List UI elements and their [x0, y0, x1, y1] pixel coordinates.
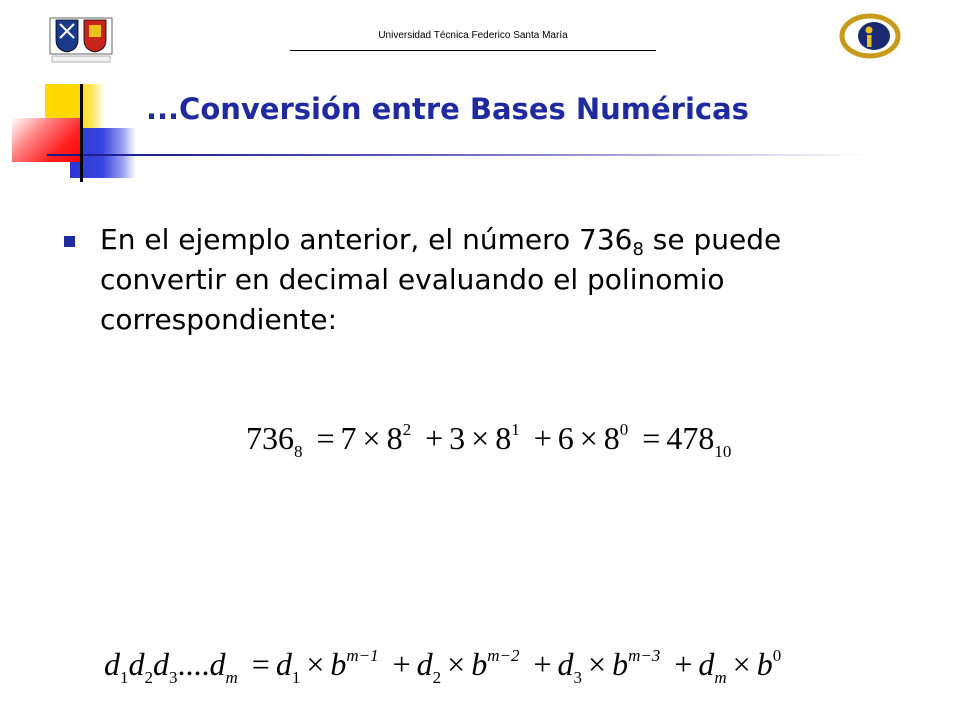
- eq2-t3-b: b: [612, 646, 629, 682]
- eq1-term2-base: 8: [495, 420, 512, 456]
- eq2-t4-exp: 0: [772, 646, 782, 665]
- eq1-term1-base: 8: [386, 420, 403, 456]
- eq1-term1-coef: 7: [340, 420, 357, 456]
- bullet-square-icon: [64, 236, 75, 247]
- bullet-text: [100, 220, 860, 340]
- title-underline: [47, 154, 867, 156]
- eq1-rhs: 478: [666, 420, 715, 456]
- eq2-t2-exp: m−2: [487, 646, 520, 665]
- eq2-t1-b: b: [330, 646, 347, 682]
- eq1-lhs: 736: [246, 420, 294, 456]
- university-name: Universidad Técnica Federico Santa María: [378, 30, 568, 41]
- eq2-t4-d: d: [698, 646, 715, 682]
- eq1-term1-exp: 2: [402, 420, 412, 439]
- eq2-t3-exp: m−3: [628, 646, 661, 665]
- eq2-d1: d: [104, 646, 120, 682]
- eq1-lhs-base: 8: [294, 442, 303, 461]
- eq2-t1-exp: m−1: [346, 646, 379, 665]
- decor-vertical-line: [80, 84, 83, 182]
- eq2-d2: d: [128, 646, 145, 682]
- slide-title: ...Conversión entre Bases Numéricas: [146, 92, 749, 126]
- eq1-term3-base: 8: [603, 420, 620, 456]
- general-polynomial-equation: $d_1d_2d_3....d_m = d_1 \times b^{m-1} + d_2 \times b^{m-2} + d_3 \times b^{m-3} + d_m \times b^0$: [104, 646, 782, 687]
- eq2-d3-sub: 3: [169, 668, 178, 687]
- eq2-t3-sub: 3: [573, 668, 583, 687]
- eq1-term3-exp: 0: [619, 420, 629, 439]
- bullet-text-part1: En el ejemplo anterior, el número 736: [100, 223, 633, 256]
- eq2-t2-b: b: [471, 646, 488, 682]
- eq1-term2-exp: 1: [511, 420, 520, 439]
- eq1-rhs-base: 10: [714, 442, 732, 461]
- bullet-text-subscript: 8: [632, 239, 644, 260]
- bullet-text-part2: se puede convertir en decimal evaluando el polinomio correspondiente:: [100, 223, 782, 336]
- eq2-t2-sub: 2: [432, 668, 442, 687]
- eq2-dm-sub: m: [225, 668, 238, 687]
- eq2-t1-sub: 1: [291, 668, 301, 687]
- eq2-dm: d: [209, 646, 226, 682]
- university-crest-icon: [48, 16, 114, 64]
- eq2-t1-d: d: [275, 646, 292, 682]
- header-divider: [290, 50, 656, 51]
- eq2-d1-sub: 1: [120, 668, 129, 687]
- eq2-dots: ....: [177, 646, 210, 682]
- eq1-term2-coef: 3: [449, 420, 466, 456]
- eq2-t3-d: d: [557, 646, 574, 682]
- conversion-equation: $736_8 = 7 \times 8^2 + 3 \times 8^1 + 6 \times 8^0 = 478_{10}$: [246, 420, 732, 461]
- eq2-t2-d: d: [416, 646, 433, 682]
- eq2-d2-sub: 2: [144, 668, 153, 687]
- eq1-term3-coef: 6: [557, 420, 574, 456]
- institute-logo-icon: [838, 12, 902, 60]
- eq2-t4-sub: m: [714, 668, 727, 687]
- eq2-d3: d: [153, 646, 169, 682]
- eq2-t4-b: b: [756, 646, 773, 682]
